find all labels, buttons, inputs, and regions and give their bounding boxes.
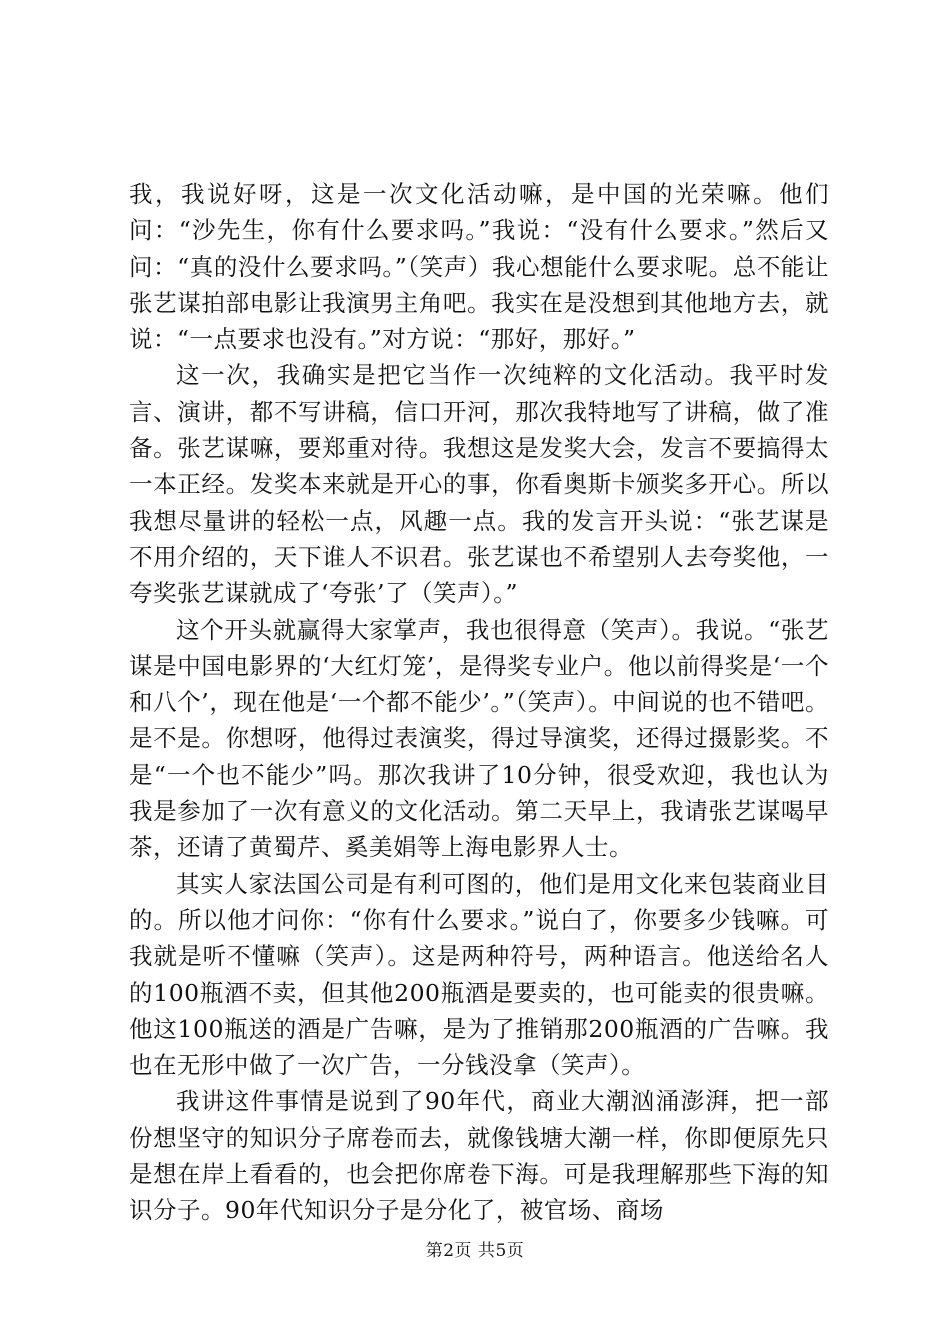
page-number-footer: 第2页 共5页 — [425, 1241, 525, 1261]
paragraph-continued: 我，我说好呀，这是一次文化活动嘛，是中国的光荣嘛。他们问：“沙先生，你有什么要求吗。”我说：“没有什么要求。”然后又问：“真的没什么要求吗。”（笑声）我心想能什么要求呢。总不能让张艺谋拍部电影让我演男主角吧。我实在是没想到其他地方去，就说：“一点要求也没有。”对方说：“那好，那好。” — [129, 180, 829, 354]
paragraph: 这一次，我确实是把它当作一次纯粹的文化活动。我平时发言、演讲，都不写讲稿，信口开河，那次我特地写了讲稿，做了准备。张艺谋嘛，要郑重对待。我想这是发奖大会，发言不要搞得太一本正经。发奖本来就是开心的事，你看奥斯卡颁奖多开心。所以我想尽量讲的轻松一点，风趣一点。我的发言开头说：“张艺谋是不用介绍的，天下谁人不识君。张艺谋也不希望别人去夸奖他，一夸奖张艺谋就成了‘夸张’了（笑声）。” — [129, 361, 829, 608]
paragraph: 其实人家法国公司是有利可图的，他们是用文化来包装商业目的。所以他才问你：“你有什么要求。”说白了，你要多少钱嘛。可我就是听不懂嘛（笑声）。这是两种符号，两种语言。他送给名人的100瓶酒不卖，但其他200瓶酒是要卖的，也可能卖的很贵嘛。他这100瓶送的酒是广告嘛，是为了推销那200瓶酒的广告嘛。我也在无形中做了一次广告，一分钱没拿（笑声）。 — [129, 869, 829, 1080]
document-body — [129, 176, 829, 1229]
paragraph: 这个开头就赢得大家掌声，我也很得意（笑声）。我说。“张艺谋是中国电影界的‘大红灯笼’，是得奖专业户。他以前得奖是‘一个和八个’，现在他是‘一个都不能少’。”（笑声）。中间说的也不错吧。是不是。你想呀，他得过表演奖，得过导演奖，还得过摄影奖。不是“一个也不能少”吗。那次我讲了10分钟，很受欢迎，我也认为我是参加了一次有意义的文化活动。第二天早上，我请张艺谋喝早茶，还请了黄蜀芹、奚美娟等上海电影界人士。 — [129, 615, 829, 862]
paragraph: 我讲这件事情是说到了90年代，商业大潮汹涌澎湃，把一部份想坚守的知识分子席卷而去，就像钱塘大潮一样，你即便原先只是想在岸上看看的，也会把你席卷下海。可是我理解那些下海的知识分子。90年代知识分子是分化了，被官场、商场 — [129, 1087, 829, 1225]
